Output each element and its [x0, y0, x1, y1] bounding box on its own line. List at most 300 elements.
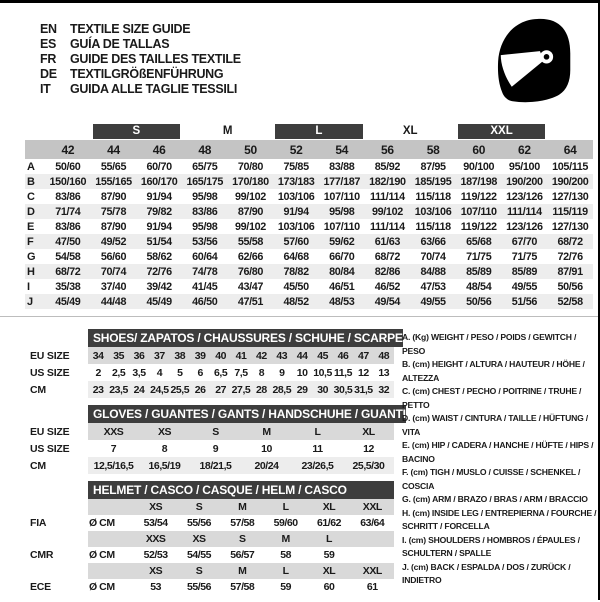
- spacer: [25, 123, 91, 140]
- legend-item: H. (cm) INSIDE LEG / ENTREPIERNA / FOURCHE / SCHRITT / FORCELLA: [402, 507, 597, 531]
- size-cell: 76/80: [228, 264, 274, 279]
- value-cell: 9: [279, 366, 285, 379]
- size-cell: 160/170: [136, 174, 182, 189]
- value-cell: 18/21,5: [199, 459, 232, 472]
- size-cell: 83/86: [55, 190, 81, 203]
- size-cell: 123/126: [506, 190, 543, 203]
- gloves-table: [30, 405, 406, 474]
- size-column-header: 44: [91, 140, 137, 159]
- value-cell: 29: [296, 383, 308, 396]
- size-cell: 107/110: [323, 220, 360, 233]
- value-cell: 48: [378, 349, 390, 362]
- size-label: XXL: [362, 501, 382, 513]
- size-cell: 165/175: [182, 174, 228, 189]
- size-label: XS: [192, 533, 206, 545]
- value-cell: 24,5: [150, 383, 169, 396]
- size-cell: 103/106: [410, 204, 456, 219]
- gloves-table-rows: [30, 423, 394, 474]
- value-cell: 3,5: [132, 366, 146, 379]
- value-cell: 53: [150, 581, 162, 593]
- row-label: I: [27, 280, 30, 293]
- size-row: [25, 294, 593, 309]
- size-cell: 90/100: [463, 160, 495, 173]
- size-column-header: 50: [228, 140, 274, 159]
- value-cell: 55/56: [186, 517, 211, 529]
- size-cell: 60/64: [192, 250, 218, 263]
- row-label: G: [27, 250, 36, 263]
- size-cell: 60/70: [146, 160, 172, 173]
- row-label: C: [27, 190, 35, 203]
- value-cell: 6,5: [213, 366, 228, 379]
- size-row: [25, 264, 593, 279]
- size-cell: 64/68: [283, 250, 309, 263]
- value-cell: 10,5: [313, 366, 332, 379]
- legend-item: F. (cm) TIGH / MUSLO / CUISSE / SCHENKEL / COSCIA: [402, 467, 581, 491]
- language-code: FR: [40, 52, 57, 66]
- size-cell: 68/72: [374, 250, 401, 263]
- size-row: [25, 159, 593, 174]
- size-column-header: 58: [410, 140, 456, 159]
- size-cell: 65/68: [456, 234, 502, 249]
- size-cell: 50/56: [557, 280, 583, 293]
- value-cell: 12: [358, 366, 369, 379]
- shoes-table-title: SHOES/ ZAPATOS / CHAUSSURES / SCHUHE / SCARPE: [88, 329, 403, 347]
- size-row: [25, 279, 593, 294]
- size-cell: 85/89: [456, 264, 502, 279]
- size-group-label: S: [93, 124, 180, 139]
- size-cell: 55/58: [228, 234, 274, 249]
- value-cell: 36: [133, 349, 145, 362]
- value-cell: 56/57: [230, 549, 255, 561]
- size-cell: 107/110: [456, 204, 502, 219]
- size-cell: 62/66: [237, 250, 264, 263]
- row-label: US SIZE: [30, 366, 70, 379]
- value-cell: 59/60: [273, 517, 298, 529]
- value-cell: 27: [215, 383, 226, 396]
- value-cell: 53/54: [143, 517, 168, 529]
- size-cell: 95/98: [192, 220, 218, 233]
- unit-label: Ø CM: [89, 517, 115, 529]
- size-column-header: 54: [319, 140, 365, 159]
- language-code: IT: [40, 82, 51, 96]
- language-code: EN: [40, 22, 57, 36]
- gloves-row: [30, 457, 394, 474]
- value-cell: 9: [212, 442, 219, 455]
- value-cell: 7,5: [234, 366, 248, 379]
- row-label: A: [27, 160, 35, 173]
- value-cell: XXS: [103, 425, 124, 438]
- value-cell: 5: [177, 366, 183, 379]
- size-cell: 56/60: [100, 250, 127, 263]
- value-cell: 23,5: [109, 383, 128, 396]
- size-label: L: [326, 533, 332, 545]
- value-cell: 26: [194, 383, 206, 396]
- legend-item: D. (cm) WAIST / CINTURA / TAILLE / HÜFTUNG / VITA: [402, 413, 588, 437]
- legend-item: B. (cm) HEIGHT / ALTURA / HAUTEUR / HÖHE / ALTEZZA: [402, 359, 585, 383]
- language-title: GUIDE DES TAILLES TEXTILE: [70, 52, 241, 66]
- size-cell: 87/90: [100, 190, 127, 203]
- row-values: [88, 381, 394, 398]
- header-values: [88, 499, 394, 515]
- value-cell: 44: [296, 349, 308, 362]
- row-label: ECE: [30, 581, 51, 593]
- row-label: CM: [30, 459, 46, 472]
- value-cell: 40: [215, 349, 226, 362]
- size-cell: 190/200: [502, 174, 548, 189]
- size-cell: 59/62: [319, 234, 365, 249]
- size-cell: 173/183: [273, 174, 319, 189]
- size-cell: 182/190: [365, 174, 411, 189]
- value-cell: 10: [296, 366, 308, 379]
- size-cell: 49/55: [511, 280, 538, 293]
- value-cell: 32: [378, 383, 390, 396]
- language-code: ES: [40, 37, 57, 51]
- value-cell: 35: [113, 349, 124, 362]
- row-values: [88, 457, 394, 474]
- size-cell: 72/76: [136, 264, 182, 279]
- size-cell: 115/119: [547, 204, 593, 219]
- size-cell: 80/84: [319, 264, 365, 279]
- section-divider: [0, 316, 598, 317]
- value-cell: 23: [92, 383, 104, 396]
- size-cell: 111/114: [370, 220, 405, 233]
- size-label: S: [195, 565, 203, 577]
- value-cell: 52/53: [143, 549, 168, 561]
- size-row: [25, 234, 593, 249]
- size-cell: 50/56: [456, 294, 502, 309]
- row-values: [88, 515, 394, 531]
- legend-item: G. (cm) ARM / BRAZO / BRAS / ARM / BRACCIO: [402, 494, 588, 504]
- size-groups-row: [25, 123, 593, 140]
- value-cell: 11: [312, 442, 323, 455]
- value-cell: 7: [110, 442, 117, 455]
- size-cell: 72/76: [557, 250, 583, 263]
- size-cell: 75/85: [283, 160, 309, 173]
- row-values: [88, 364, 394, 381]
- value-cell: XL: [362, 425, 375, 438]
- row-label: EU SIZE: [30, 425, 70, 438]
- size-cell: 57/60: [273, 234, 319, 249]
- size-cell: 49/55: [410, 294, 456, 309]
- size-cell: 45/50: [283, 280, 309, 293]
- size-label: S: [239, 533, 246, 545]
- size-label: XS: [149, 501, 163, 513]
- size-group-label: XL: [402, 125, 418, 137]
- size-cell: 111/114: [502, 204, 548, 219]
- value-cell: 34: [92, 349, 104, 362]
- value-cell: 42: [256, 349, 267, 362]
- size-column-header: 62: [502, 140, 548, 159]
- row-label: CM: [30, 383, 46, 396]
- helmet-table: [30, 481, 394, 595]
- value-cell: 30,5: [333, 383, 353, 396]
- size-row: [25, 204, 593, 219]
- language-code: DE: [40, 67, 57, 81]
- size-cell: 127/130: [551, 190, 589, 203]
- row-values: [88, 440, 394, 457]
- size-cell: 190/200: [547, 174, 593, 189]
- size-cell: 45/49: [136, 294, 182, 309]
- racing-helmet-icon: [488, 15, 576, 111]
- value-cell: L: [314, 425, 321, 438]
- language-title: GUÍA DE TALLAS: [70, 37, 170, 51]
- size-cell: 83/88: [329, 160, 355, 173]
- legend-item: E. (cm) HIP / CADERA / HANCHE / HÜFTE / HIPS / BACINO: [402, 440, 594, 464]
- size-cell: 119/122: [460, 220, 497, 233]
- size-cell: 187/198: [456, 174, 502, 189]
- size-cell: 107/110: [323, 190, 360, 203]
- size-cell: 47/53: [420, 280, 446, 293]
- size-cell: 63/66: [410, 234, 456, 249]
- helmet-data-row: [30, 579, 394, 595]
- size-cell: 95/100: [508, 160, 540, 173]
- size-cell: 95/98: [319, 204, 365, 219]
- value-cell: 2,5: [111, 366, 126, 379]
- size-cell: 47/50: [45, 234, 91, 249]
- size-cell: 74/78: [182, 264, 228, 279]
- size-label: XS: [149, 565, 163, 577]
- size-column-header: 64: [547, 140, 593, 159]
- size-cell: 68/72: [45, 264, 91, 279]
- size-cell: 79/82: [136, 204, 182, 219]
- value-cell: 2: [95, 366, 101, 379]
- value-cell: 13: [378, 366, 390, 379]
- size-cell: 83/86: [182, 204, 228, 219]
- value-cell: 28,5: [272, 383, 292, 396]
- size-cell: 37/40: [100, 280, 127, 293]
- size-cell: 71/75: [511, 250, 538, 263]
- value-cell: S: [212, 425, 219, 438]
- size-group-label: XXL: [458, 124, 545, 139]
- size-cell: 95/98: [192, 190, 218, 203]
- size-group-label: L: [275, 124, 362, 139]
- row-label: D: [25, 204, 45, 219]
- spacer: [25, 140, 45, 159]
- helmet-data-row: [30, 547, 394, 563]
- helmet-data-row: [30, 515, 394, 531]
- value-cell: 47: [358, 349, 369, 362]
- size-group-header: [365, 123, 456, 140]
- size-cell: 119/122: [460, 190, 497, 203]
- value-cell: 24: [133, 383, 145, 396]
- value-cell: 38: [174, 349, 186, 362]
- size-group-header: [182, 123, 273, 140]
- value-cell: 41: [235, 349, 247, 362]
- size-cell: 55/65: [100, 160, 127, 173]
- size-column-header: 60: [456, 140, 502, 159]
- size-cell: 85/89: [502, 264, 548, 279]
- size-cell: 99/102: [234, 190, 266, 203]
- helmet-size-header-row: [30, 499, 394, 515]
- value-cell: 8: [258, 366, 265, 379]
- value-cell: 54/55: [186, 549, 211, 561]
- size-cell: 85/92: [374, 160, 401, 173]
- measurement-legend: [402, 329, 598, 602]
- value-cell: 31,5: [354, 383, 373, 396]
- size-column-header: 42: [45, 140, 91, 159]
- size-cell: 91/94: [273, 204, 319, 219]
- size-group-header: [273, 123, 364, 140]
- size-cell: 83/86: [55, 220, 81, 233]
- textile-size-table-body: [25, 123, 593, 309]
- size-row: [25, 219, 593, 234]
- size-cell: 82/86: [365, 264, 411, 279]
- size-cell: 51/54: [136, 234, 182, 249]
- size-cell: 48/52: [273, 294, 319, 309]
- value-cell: 61/62: [316, 517, 341, 529]
- size-cell: 54/58: [55, 250, 81, 263]
- size-cell: 78/82: [273, 264, 319, 279]
- size-label: M: [238, 501, 247, 513]
- size-label: XXL: [362, 565, 382, 577]
- value-cell: 59: [280, 581, 292, 593]
- size-group-label: M: [222, 125, 233, 137]
- size-cell: 103/106: [277, 220, 315, 233]
- size-cell: 71/75: [466, 250, 492, 263]
- size-cell: 87/90: [228, 204, 274, 219]
- size-cell: 115/118: [415, 220, 451, 233]
- size-cell: 150/160: [45, 174, 91, 189]
- size-cell: 99/102: [234, 220, 266, 233]
- size-label: L: [282, 565, 289, 577]
- size-cell: 103/106: [277, 190, 315, 203]
- size-label: XL: [322, 565, 336, 577]
- legend-item: A. (Kg) WEIGHT / PESO / POIDS / GEWITCH / PESO: [402, 332, 577, 356]
- size-cell: 87/91: [547, 264, 593, 279]
- value-cell: 45: [317, 349, 328, 362]
- value-cell: 25,5/30: [352, 459, 385, 472]
- size-column-header: 48: [182, 140, 228, 159]
- value-cell: XS: [157, 425, 172, 438]
- helmet-icon-svg: [488, 15, 576, 111]
- value-cell: 43: [276, 349, 288, 362]
- row-label: J: [25, 294, 45, 309]
- value-cell: 58: [280, 549, 292, 561]
- size-cell: 155/165: [91, 174, 137, 189]
- size-cell: 84/88: [410, 264, 456, 279]
- size-cell: 67/70: [502, 234, 548, 249]
- size-group-header: [456, 123, 547, 140]
- size-cell: 41/45: [192, 280, 218, 293]
- value-cell: 57/58: [230, 517, 255, 529]
- size-cell: 46/52: [374, 280, 401, 293]
- language-title: TEXTILE SIZE GUIDE: [70, 22, 191, 36]
- size-cell: 99/102: [365, 204, 411, 219]
- value-cell: 10: [261, 442, 272, 455]
- size-label: M: [281, 533, 290, 545]
- size-cell: 71/74: [45, 204, 91, 219]
- legend-item: I. (cm) SHOULDERS / HOMBROS / ÉPAULES / SCHULTERN / SPALLE: [402, 534, 580, 558]
- size-row: [25, 174, 593, 189]
- size-cell: 115/118: [415, 190, 451, 203]
- shoes-row: [30, 381, 394, 398]
- header-values: [88, 531, 394, 547]
- language-title: GUIDA ALLE TAGLIE TESSILI: [70, 82, 238, 96]
- value-cell: M: [262, 425, 271, 438]
- size-row: [25, 189, 593, 204]
- size-cell: 46/51: [329, 280, 355, 293]
- size-label: S: [195, 501, 203, 513]
- size-cell: 48/54: [466, 280, 492, 293]
- shoes-row: [30, 347, 394, 364]
- gloves-table-title: GLOVES / GUANTES / GANTS / HANDSCHUHE / GUANTI: [88, 405, 406, 423]
- row-label: E: [27, 220, 34, 233]
- value-cell: 20/24: [254, 459, 279, 472]
- size-cell: 58/62: [146, 250, 172, 263]
- value-cell: 8: [161, 442, 168, 455]
- row-values: [88, 347, 394, 364]
- value-cell: 37: [154, 349, 165, 362]
- row-values: [88, 579, 394, 595]
- shoes-table: [30, 329, 403, 398]
- size-label: L: [282, 501, 289, 513]
- row-label: EU SIZE: [30, 349, 70, 362]
- shoes-row: [30, 364, 394, 381]
- gloves-row: [30, 423, 394, 440]
- spacer: [547, 123, 593, 140]
- row-label: H: [25, 264, 45, 279]
- size-columns-row: [25, 140, 593, 159]
- size-cell: 105/115: [552, 160, 589, 173]
- size-cell: 87/90: [100, 220, 127, 233]
- helmet-size-header-row: [30, 563, 394, 579]
- size-cell: 66/70: [329, 250, 355, 263]
- size-cell: 39/42: [146, 280, 172, 293]
- size-cell: 46/50: [182, 294, 228, 309]
- language-title: TEXTILGRÖßENFÜHRUNG: [70, 67, 224, 81]
- size-cell: 48/53: [319, 294, 365, 309]
- value-cell: 25,5: [170, 383, 190, 396]
- size-column-header: 46: [136, 140, 182, 159]
- size-label: XL: [322, 501, 336, 513]
- size-label: XXS: [145, 533, 166, 545]
- size-cell: 91/94: [146, 190, 172, 203]
- value-cell: 60: [323, 581, 335, 593]
- size-cell: 70/74: [91, 264, 137, 279]
- size-cell: 51/56: [502, 294, 548, 309]
- value-cell: 39: [194, 349, 206, 362]
- size-cell: 50/60: [55, 160, 81, 173]
- size-cell: 45/49: [45, 294, 91, 309]
- size-row: [25, 249, 593, 264]
- helmet-size-header-row: [30, 531, 394, 547]
- size-cell: 43/47: [237, 280, 264, 293]
- size-cell: 35/38: [55, 280, 81, 293]
- helmet-table-title: HELMET / CASCO / CASQUE / HELM / CASCO: [88, 481, 394, 499]
- size-cell: 49/54: [365, 294, 411, 309]
- size-cell: 47/51: [228, 294, 274, 309]
- value-cell: 63/64: [360, 517, 385, 529]
- size-cell: 123/126: [506, 220, 543, 233]
- value-cell: 61: [366, 581, 378, 593]
- size-cell: 49/52: [91, 234, 137, 249]
- size-cell: 170/180: [228, 174, 274, 189]
- value-cell: 16,5/19: [148, 459, 181, 472]
- gloves-row: [30, 440, 394, 457]
- helmet-table-rows: [30, 499, 394, 595]
- size-cell: 61/63: [365, 234, 411, 249]
- size-cell: 68/72: [547, 234, 593, 249]
- size-cell: 177/187: [319, 174, 365, 189]
- value-cell: 12,5/16,5: [93, 459, 134, 472]
- size-label: M: [238, 565, 247, 577]
- shoes-table-rows: [30, 347, 394, 398]
- value-cell: 11,5: [333, 366, 353, 379]
- value-cell: 57/58: [230, 581, 255, 593]
- size-cell: 70/80: [237, 160, 264, 173]
- value-cell: 30: [317, 383, 328, 396]
- value-cell: 27,5: [231, 383, 251, 396]
